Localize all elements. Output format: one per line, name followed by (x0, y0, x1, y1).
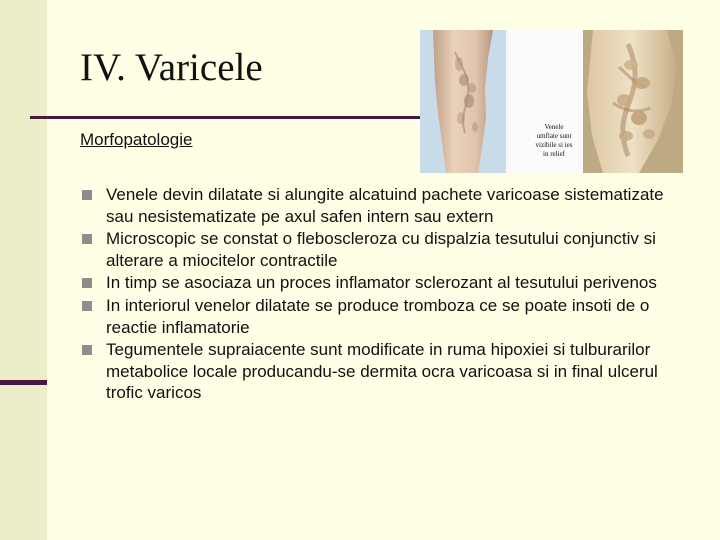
bullet-text: Microscopic se constat o fleboscleroza cu dispalzia tesutului conjunctiv si alterare a miocitelor contractile (106, 229, 656, 270)
left-accent-bar (0, 380, 47, 385)
bullet-item-4 (82, 295, 672, 338)
bullet-item-1 (82, 184, 672, 227)
square-bullet-icon (82, 234, 92, 244)
left-decorative-band (0, 0, 47, 540)
square-bullet-icon (82, 345, 92, 355)
photo-caption: Venele umflate sunt vizibile si ies in relief (535, 123, 573, 158)
bullet-text: In interiorul venelor dilatate se produce tromboza ce se poate insoti de o reactie inflamatorie (106, 295, 650, 337)
bullet-text: Venele devin dilatate si alungite alcatuind pachete varicoase sistematizate sau nesistematizate pe axul safen intern sau extern (106, 185, 664, 226)
content-bullet-list (82, 184, 672, 405)
bullet-item-5 (82, 339, 672, 404)
section-subtitle: Morfopatologie (80, 130, 193, 149)
square-bullet-icon (82, 301, 92, 311)
bullet-text: Tegumentele supraiacente sunt modificate in ruma hipoxiei si tulburarilor metabolice locale producandu-se dermita ocra varicoasa si in final ulcerul trofic varicos (106, 340, 658, 403)
square-bullet-icon (82, 190, 92, 200)
slide-title: IV. Varicele (80, 46, 263, 89)
square-bullet-icon (82, 278, 92, 288)
bullet-text: In timp se asociaza un proces inflamator sclerozant al tesutului perivenos (106, 273, 657, 293)
bullet-item-3 (82, 272, 672, 294)
varicose-veins-photo (420, 30, 683, 173)
bullet-item-2 (82, 228, 672, 271)
